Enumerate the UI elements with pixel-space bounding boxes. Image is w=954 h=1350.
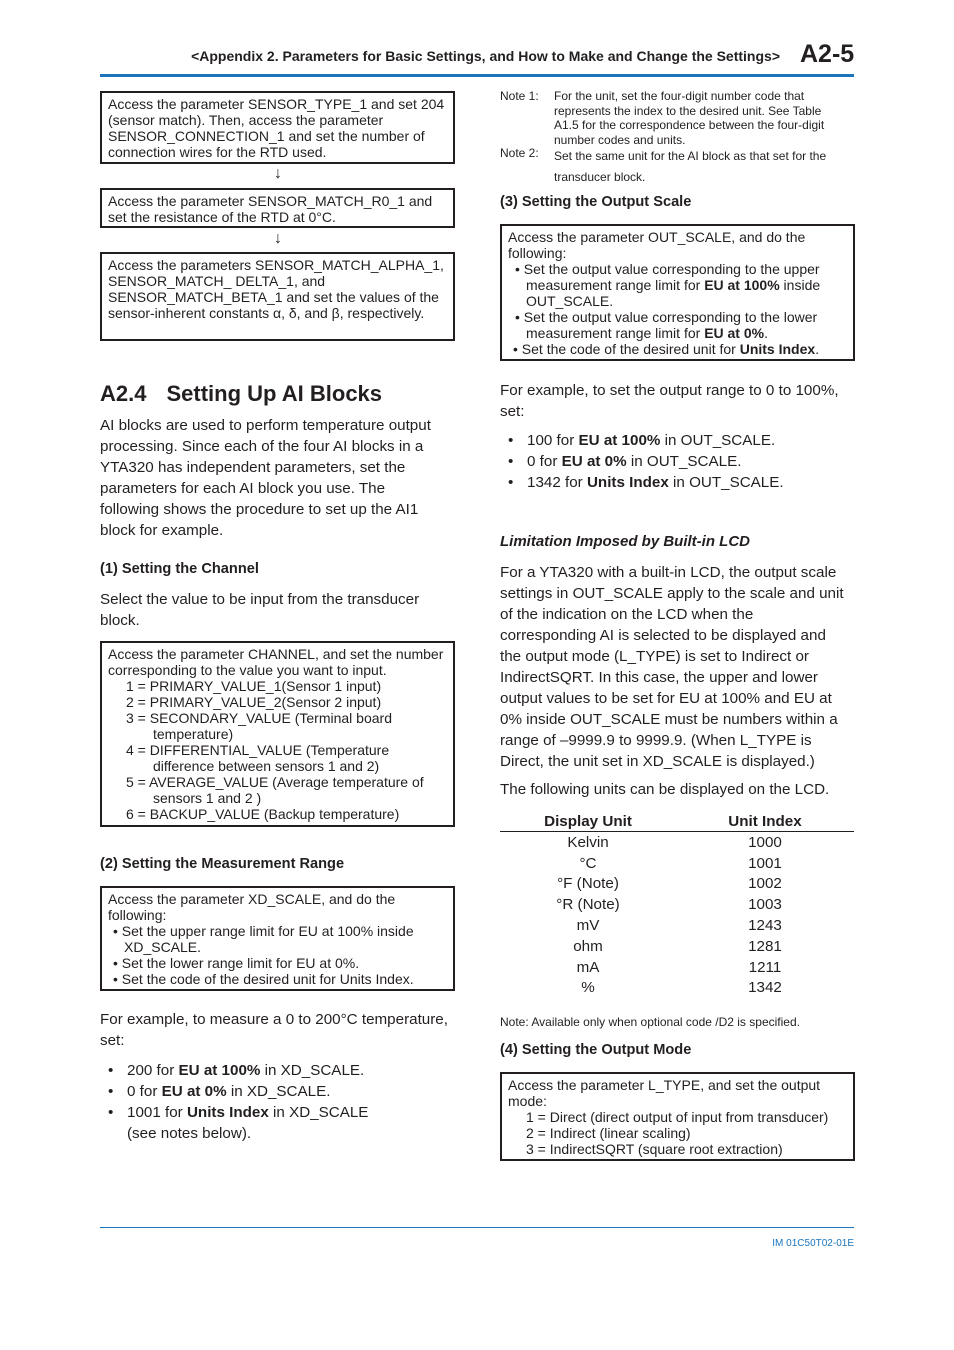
sensor-match-constants-box [100, 252, 455, 341]
section-title: Setting Up AI Blocks [166, 381, 383, 406]
list-item: • 200 for EU at 100% in XD_SCALE. [100, 1060, 450, 1081]
out-scale-bullet: • Set the output value corresponding to the lower measurement range limit for EU at 0%. [515, 309, 818, 341]
units-intro: The following units can be displayed on the LCD. [500, 781, 830, 798]
xd-scale-bullet: • Set the upper range limit for EU at 100% inside XD_SCALE. [113, 923, 414, 955]
note2-label: Note 2: [500, 146, 539, 160]
out-scale-bullet: • Set the output value corresponding to the upper measurement range limit for EU at 100% inside OUT_SCALE. [515, 261, 821, 309]
section-heading [100, 381, 382, 407]
out-scale-bullet: • Set the code of the desired unit for Units Index. [513, 341, 820, 357]
step4-title: (4) Setting the Output Mode [500, 1042, 692, 1058]
list-item: • 100 for EU at 100% in OUT_SCALE. [500, 430, 850, 451]
channel-option: 5 = AVERAGE_VALUE (Average temperature of [126, 774, 424, 790]
page-number: A2-5 [800, 40, 855, 68]
step3-title: (3) Setting the Output Scale [500, 194, 692, 210]
section-number: A2.4 [100, 381, 147, 406]
column-header-unit-index: Unit Index [676, 811, 854, 832]
xd-scale-box [100, 886, 455, 991]
output-example-list [500, 430, 850, 493]
step2-title: (2) Setting the Measurement Range [100, 856, 345, 872]
flow-arrow-2: ↓ [274, 230, 282, 247]
output-mode-option: 1 = Direct (direct output of input from transducer) [526, 1109, 829, 1125]
channel-option-cont: temperature) [153, 726, 234, 742]
table-row: mV 1243 [576, 917, 782, 935]
sensor-type-box [100, 91, 455, 164]
sensor-match-r0-box [100, 188, 455, 228]
table-row: ohm 1281 [573, 937, 782, 955]
xd-scale-intro: Access the parameter XD_SCALE, and do the following: [108, 891, 396, 923]
step1-text: Select the value to be input from the transducer block. [100, 591, 420, 629]
table-header-row [500, 811, 854, 832]
list-item: • 0 for EU at 0% in XD_SCALE. [100, 1081, 450, 1102]
header-divider [100, 74, 854, 77]
step1-title: (1) Setting the Channel [100, 561, 259, 577]
channel-option: 3 = SECONDARY_VALUE (Terminal board [126, 710, 392, 726]
table-note: Note: Available only when optional code /D2 is specified. [500, 1015, 800, 1029]
note1-label: Note 1: [500, 89, 539, 103]
xd-scale-bullet: • Set the code of the desired unit for Units Index. [113, 971, 414, 987]
out-scale-intro: Access the parameter OUT_SCALE, and do the following: [508, 229, 806, 261]
output-example-text: For example, to set the output range to 0 to 100%, set: [500, 382, 839, 420]
output-mode-box [500, 1072, 855, 1161]
sensor-type-text: Access the parameter SENSOR_TYPE_1 and set 204 (sensor match). Then, access the parameter SENSOR_CONNECTION_1 and set the number of connection wires for the RTD used. [108, 96, 445, 160]
list-item: • 1342 for Units Index in OUT_SCALE. [500, 472, 850, 493]
channel-box [100, 641, 455, 827]
channel-option: 2 = PRIMARY_VALUE_2(Sensor 2 input) [126, 694, 382, 710]
channel-option-cont: difference between sensors 1 and 2) [153, 758, 380, 774]
out-scale-box [500, 224, 855, 361]
page-header-title: <Appendix 2. Parameters for Basic Settings, and How to Make and Change the Settings> [191, 48, 780, 64]
table-row: °R (Note) 1003 [556, 896, 782, 914]
channel-intro: Access the parameter CHANNEL, and set the number corresponding to the value you want to input. [108, 646, 444, 678]
channel-option: 6 = BACKUP_VALUE (Backup temperature) [126, 806, 400, 822]
output-mode-option: 3 = IndirectSQRT (square root extraction) [526, 1141, 783, 1157]
channel-option-cont: sensors 1 and 2 ) [153, 790, 262, 806]
output-mode-option: 2 = Indirect (linear scaling) [526, 1125, 691, 1141]
table-row: °C 1001 [579, 854, 782, 872]
flow-arrow-1: ↓ [274, 165, 282, 182]
list-item: • 0 for EU at 0% in OUT_SCALE. [500, 451, 850, 472]
note2-text: Set the same unit for the AI block as that set for the transducer block. [554, 149, 827, 184]
channel-option: 1 = PRIMARY_VALUE_1(Sensor 1 input) [126, 678, 382, 694]
sensor-match-constants-text: Access the parameters SENSOR_MATCH_ALPHA_1, SENSOR_MATCH_ DELTA_1, and SENSOR_MATCH_BETA_1 and set the values of the sensor-inherent constants α, δ, and β, respectively. [108, 257, 444, 321]
sensor-match-r0-text: Access the parameter SENSOR_MATCH_R0_1 and set the resistance of the RTD at 0°C. [108, 193, 433, 225]
footer-divider [100, 1227, 854, 1228]
document-code: IM 01C50T02-01E [772, 1238, 854, 1249]
table-row: % 1342 [581, 979, 782, 997]
table-row: mA 1211 [576, 958, 782, 976]
channel-option: 4 = DIFFERENTIAL_VALUE (Temperature [126, 742, 390, 758]
table-row: Kelvin 1000 [567, 833, 782, 851]
output-mode-intro: Access the parameter L_TYPE, and set the output mode: [508, 1077, 821, 1109]
table-row: °F (Note) 1002 [557, 875, 782, 893]
note1-text: For the unit, set the four-digit number code that represents the index to the desired unit. See Table A1.5 for the correspondence between the four-digit number codes and units. [554, 89, 825, 147]
units-table [500, 811, 854, 998]
measure-example-list [100, 1060, 450, 1144]
list-item: • 1001 for Units Index in XD_SCALE (see notes below). [100, 1102, 450, 1144]
lcd-text: For a YTA320 with a built-in LCD, the output scale settings in OUT_SCALE apply to the scale and unit of the indication on the LCD when the corresponding AI is selected to be displayed and the output mode (L_TYPE) is set to Indirect or IndirectSQRT. In this case, the upper and lower output values to be set for EU at 100% and EU at 0% inside OUT_SCALE must be numbers within a range of –9999.9 to 9999.9. (When L_TYPE is Direct, the unit set in XD_SCALE is displayed.) [500, 564, 844, 770]
xd-scale-bullet: • Set the lower range limit for EU at 0%. [113, 955, 360, 971]
lcd-heading: Limitation Imposed by Built-in LCD [500, 533, 750, 550]
measure-example-text: For example, to measure a 0 to 200°C temperature, set: [100, 1011, 448, 1049]
column-header-display-unit: Display Unit [500, 811, 676, 832]
section-intro: AI blocks are used to perform temperature output processing. Since each of the four AI blocks in a YTA320 has independent parameters, set the parameters for each AI block you use. The following shows the procedure to set up the AI1 block for example. [100, 417, 431, 539]
